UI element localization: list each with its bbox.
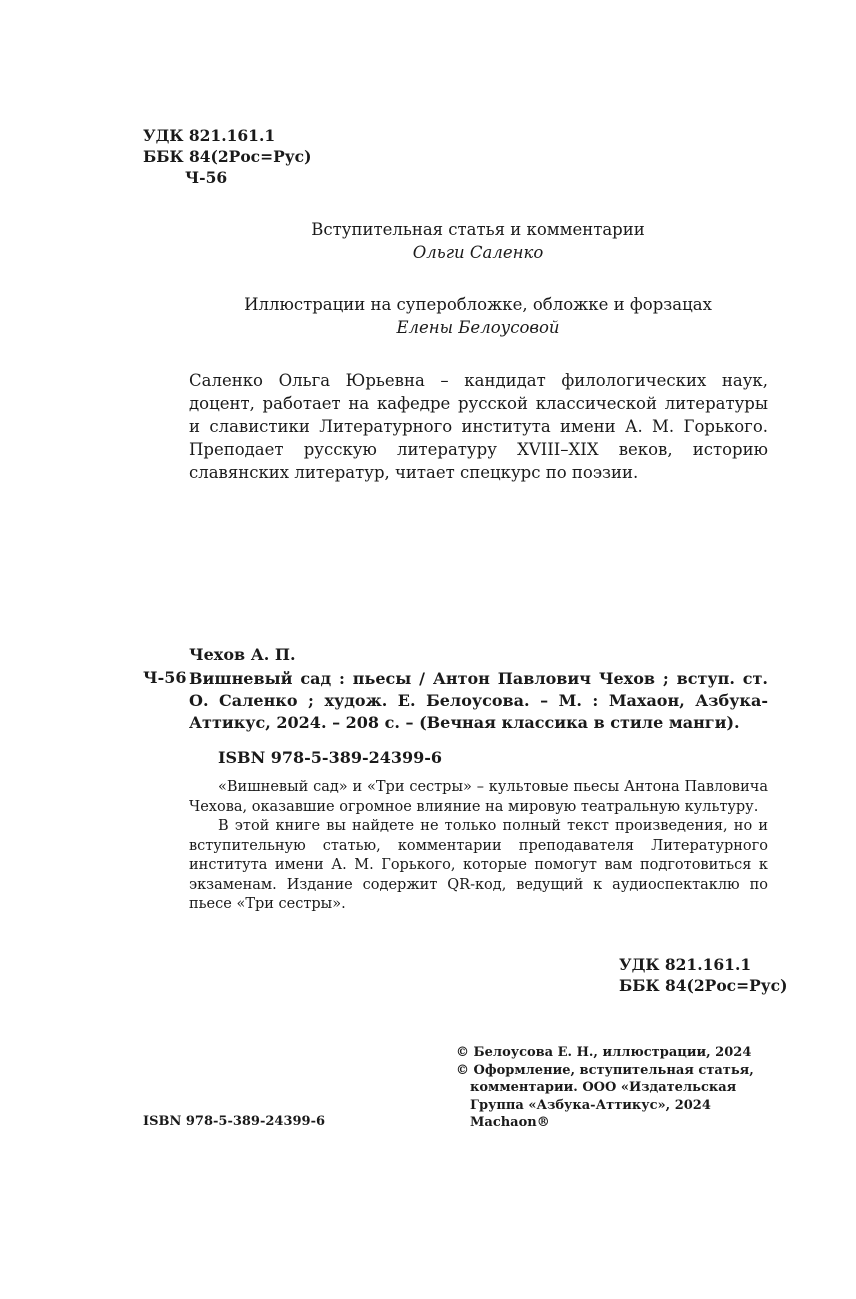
illustration-credit (150, 293, 806, 339)
classification-header (143, 125, 311, 188)
isbn-footer: ISBN 978-5-389-24399-6 (143, 1114, 326, 1129)
publisher-mark: Machaon® (470, 1115, 550, 1130)
classification-footer (619, 954, 787, 996)
catalog-author: Чехов А. П. (189, 645, 296, 664)
author-sign: Ч-56 (185, 168, 228, 187)
intro-credit (150, 218, 806, 264)
bbk-code: ББК 84(2Рос=Рус) (143, 147, 312, 166)
annotation-paragraph-1: «Вишневый сад» и «Три сестры» – культовые пьесы Антона Павловича Чехова, оказавшие огромное влияние на мировую театральную культуру. (189, 779, 768, 815)
copyright-block (456, 1044, 776, 1132)
udk-code: УДК 821.161.1 (143, 126, 276, 145)
annotation (189, 778, 768, 915)
catalog-description: Вишневый сад : пьесы / Антон Павлович Чехов ; вступ. ст. О. Саленко ; худож. Е. Белоусова. – М. : Махаон, Азбука-Аттикус, 2024. – 208 с. – (Вечная классика в стиле манги). (189, 669, 768, 732)
catalog-isbn: ISBN 978-5-389-24399-6 (218, 748, 443, 767)
copyright-design: © Оформление, вступительная статья, комментарии. ООО «Издательская Группа «Азбука-Аттикус», 2024 (456, 1062, 754, 1113)
bbk-code-bottom: ББК 84(2Рос=Рус) (619, 976, 788, 995)
intro-author: Ольги Саленко (412, 243, 544, 262)
copyright-illustrations: © Белоусова Е. Н., иллюстрации, 2024 (456, 1045, 752, 1060)
author-bio: Саленко Ольга Юрьевна – кандидат филологических наук, доцент, работает на кафедре русской классической литературы и славистики Литературного института имени А. М. Горького. Преподает русскую литературу XVIII–XIX веков, историю славянских литератур, читает спецкурс по поэзии. (189, 371, 768, 482)
illustrations-label: Иллюстрации на суперобложке, обложке и форзацах (244, 295, 712, 314)
intro-label: Вступительная статья и комментарии (311, 220, 645, 239)
catalog-code: Ч-56 (143, 668, 187, 687)
annotation-paragraph-2: В этой книге вы найдете не только полный текст произведения, но и вступительную статью, комментарии преподавателя Литературного института имени А. М. Горького, которые помогут вам подготовиться к экзаменам. Издание содержит QR-код, ведущий к аудиоспектаклю по пьесе «Три сестры». (189, 818, 768, 912)
illustrator-name: Елены Белоусовой (396, 318, 560, 337)
udk-code-bottom: УДК 821.161.1 (619, 955, 752, 974)
